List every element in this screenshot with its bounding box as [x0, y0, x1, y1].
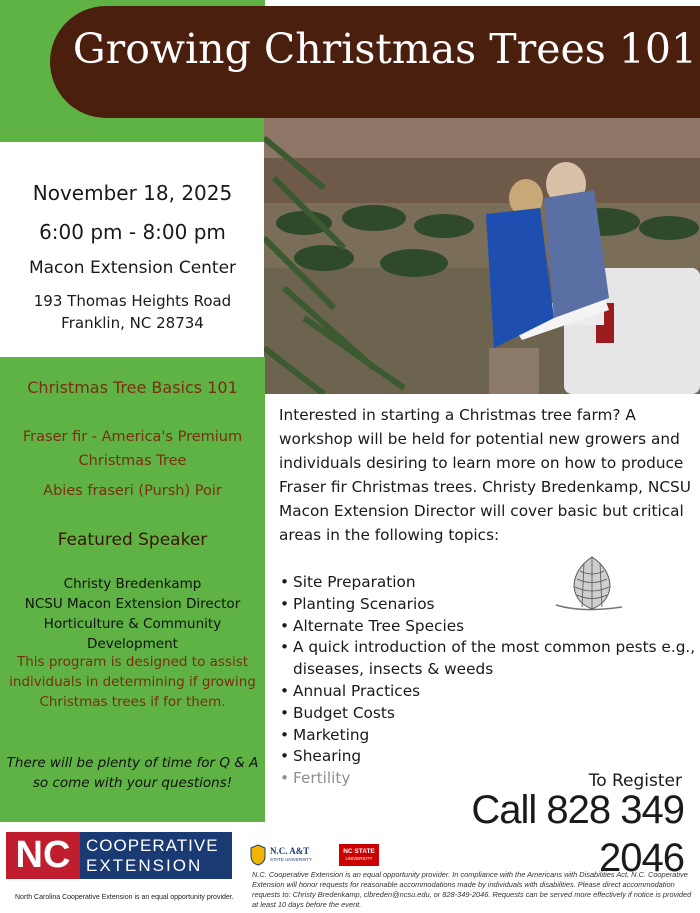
event-address-street: 193 Thomas Heights Road — [33, 292, 232, 310]
botanical-name: Abies fraseri (Pursh) Poir — [43, 483, 222, 499]
topics-list — [280, 572, 700, 790]
ncstate-name: NC STATE — [343, 848, 375, 855]
event-details — [0, 178, 265, 334]
qa-note: There will be plenty of time for Q & A so come with your questions! — [6, 755, 259, 791]
event-address-city: Franklin, NC 28734 — [61, 314, 204, 332]
farm-photo — [264, 118, 700, 394]
nc-state-logo — [339, 844, 379, 866]
topic-item: • Budget Costs — [280, 703, 700, 725]
nc-cooperative-extension-logo — [6, 832, 232, 879]
topic-item: • Annual Practices — [280, 681, 700, 703]
topic-item: • Alternate Tree Species — [280, 616, 700, 638]
intro-paragraph: Interested in starting a Christmas tree farm? A workshop will be held for potential new growers and individuals desiring to learn more on how to produce Fraser fir Christmas trees. Christy Bredenkamp, NCSU Macon Extension Director will cover basic but critical areas in the following topics: — [279, 406, 691, 544]
topic-item: • Site Preparation — [280, 572, 700, 594]
register-label: To Register — [588, 771, 682, 791]
aandt-subtitle: STATE UNIVERSITY — [270, 857, 313, 862]
speaker-title: NCSU Macon Extension Director — [24, 596, 241, 612]
speaker-name: Christy Bredenkamp — [63, 576, 202, 592]
speaker-heading: Featured Speaker — [57, 530, 208, 550]
fraser-fir-line: Fraser fir - America's Premium Christmas Tree — [22, 429, 243, 469]
basics-heading: Christmas Tree Basics 101 — [27, 378, 238, 397]
logo-cooperative: COOPERATIVE — [86, 836, 219, 855]
topic-item: • Shearing — [280, 746, 700, 768]
event-date: November 18, 2025 — [32, 181, 233, 205]
page-title: Growing Christmas Trees 101 — [72, 25, 698, 73]
nc-mark: NC — [6, 832, 80, 879]
topic-item: • Marketing — [280, 725, 700, 747]
topic-item: • A quick introduction of the most common pests e.g., diseases, insects & weeds — [280, 637, 700, 681]
event-venue: Macon Extension Center — [28, 258, 237, 278]
legal-notice: N.C. Cooperative Extension is an equal opportunity provider. In compliance with the Americans with Disabilities Act, N.C. Cooperative Extension will honor requests for reasonable accommodations made by individuals with disabilities. Please direct accommodation requests to: Christy Bredenkamp, clbreden@ncsu.edu, or 828-349-2046. Requests can be served more effectively if notice is provided at least 10 days before the event. — [252, 870, 692, 909]
topic-item: • Planting Scenarios — [280, 594, 700, 616]
logo-extension: EXTENSION — [86, 856, 203, 875]
aandt-name: N.C. A&T — [270, 846, 310, 856]
program-note: This program is designed to assist individuals in determining if growing Christmas trees if for them. — [9, 654, 256, 710]
ncstate-subtitle: UNIVERSITY — [345, 856, 373, 861]
equal-opportunity-note: North Carolina Cooperative Extension is an equal opportunity provider. — [15, 894, 234, 901]
pinecone-icon — [552, 549, 632, 619]
event-time: 6:00 pm - 8:00 pm — [39, 220, 226, 244]
speaker-department: Horticulture & Community Development — [43, 616, 222, 652]
topic-item: • Fertility — [280, 768, 700, 790]
register-phone: Call 828 349 2046 — [471, 788, 684, 880]
